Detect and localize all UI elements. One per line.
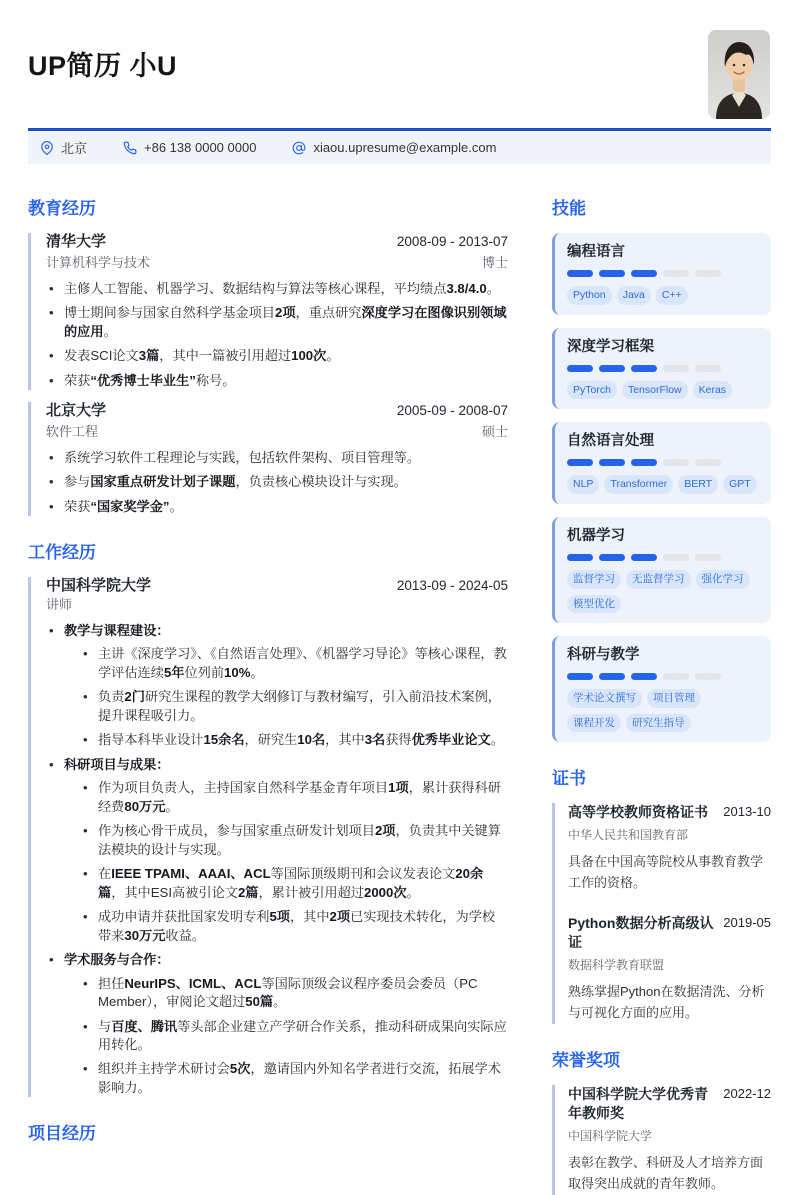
contact-text: xiaou.upresume@example.com <box>313 140 497 155</box>
skill-tags <box>567 475 759 494</box>
credential-name: Python数据分析高级认证 <box>568 914 714 951</box>
skill-tags <box>567 381 759 400</box>
skill-tag: GPT <box>723 475 757 494</box>
skill-card-title: 深度学习框架 <box>567 338 654 355</box>
entry-bullets <box>46 449 508 516</box>
phone-icon <box>123 141 137 155</box>
skill-bar-filled <box>631 673 657 680</box>
credential-description: 熟练掌握Python在数据清洗、分析与可视化方面的应用。 <box>568 983 765 1021</box>
skill-card-title: 编程语言 <box>567 244 625 260</box>
contact-text: 北京 <box>61 141 88 156</box>
bullet-item: • 在IEEE TPAMI、AAAI、ACL等国际顶级期刊和会议发表论文20余篇，其中ESI高被引论文2篇，累计被引用超过2000次。 <box>80 865 508 902</box>
entry-subtitle: 计算机科学与技术 <box>46 254 151 270</box>
credential-date: 2019-05 <box>723 914 771 930</box>
skill-bar-empty <box>663 554 689 561</box>
location-icon <box>40 141 54 155</box>
skill-tag: 项目管理 <box>647 689 701 708</box>
honor-list <box>552 1085 771 1195</box>
entry-date: 2008-09 - 2013-07 <box>396 234 508 249</box>
skill-tag: Transformer <box>604 475 673 494</box>
skill-bar-filled <box>599 270 625 277</box>
skill-bar-filled <box>567 673 593 680</box>
skill-bar-filled <box>567 459 593 466</box>
credential-issuer: 中华人民共和国教育部 <box>568 827 689 842</box>
credential-name: 中国科学院大学优秀青年教师奖 <box>568 1085 708 1122</box>
group-label: 教学与课程建设： <box>64 622 170 638</box>
skill-bar-filled <box>599 673 625 680</box>
avatar-illustration <box>708 30 770 119</box>
credential-item <box>568 914 771 1024</box>
skill-bar-filled <box>599 554 625 561</box>
resume-entry <box>28 402 508 516</box>
bullet-item: • 主修人工智能、机器学习、数据结构与算法等核心课程，平均绩点3.8/4.0。 <box>46 280 508 298</box>
skill-level-bars <box>567 673 759 680</box>
skill-card <box>552 636 771 742</box>
skill-tag: BERT <box>678 475 718 494</box>
header <box>28 0 771 131</box>
contact-item <box>292 140 496 155</box>
entry-subtitle: 软件工程 <box>46 423 99 439</box>
skill-bar-empty <box>695 554 721 561</box>
credential-name: 高等学校教师资格证书 <box>568 804 708 821</box>
skill-bar-empty <box>663 270 689 277</box>
bullet-item: • 作为项目负责人，主持国家自然科学基金青年项目1项，累计获得科研经费80万元。 <box>80 779 508 816</box>
credential-date: 2013-10 <box>723 804 771 820</box>
skill-tag: 强化学习 <box>696 570 750 589</box>
entry-date: 2005-09 - 2008-07 <box>396 403 508 419</box>
skill-tag: Java <box>617 286 651 305</box>
left-column <box>28 194 508 1195</box>
profile-photo <box>708 30 770 119</box>
skill-bar-filled <box>631 554 657 561</box>
skill-bar-empty <box>695 459 721 466</box>
skill-card-title: 自然语言处理 <box>567 433 654 450</box>
work-entries <box>28 577 508 1097</box>
section-heading-projects: 项目经历 <box>28 1124 96 1144</box>
section-heading-skills: 技能 <box>552 199 586 218</box>
bullet-group <box>46 622 508 750</box>
section-heading-certificates: 证书 <box>552 769 586 789</box>
credential-issuer: 数据科学教育联盟 <box>568 957 665 972</box>
bullet-item: • 荣获“优秀博士毕业生”称号。 <box>46 372 508 390</box>
bullet-item: • 组织并主持学术研讨会5次，邀请国内外知名学者进行交流，拓展学术影响力。 <box>80 1060 508 1097</box>
skill-bar-empty <box>663 459 689 466</box>
skill-bar-filled <box>631 459 657 466</box>
resume-entry <box>28 577 508 1097</box>
bullet-item: • 发表SCI论文3篇，其中一篇被引用超过100次。 <box>46 347 508 365</box>
group-sub-bullets <box>64 645 508 749</box>
bullet-item: • 与百度、腾讯等头部企业建立产学研合作关系，推动科研成果向实际应用转化。 <box>80 1018 508 1055</box>
skill-tags <box>567 689 759 732</box>
section-heading-education: 教育经历 <box>28 199 96 218</box>
skill-level-bars <box>567 270 759 277</box>
skill-tag: Python <box>567 286 612 305</box>
bullet-item: • 荣获“国家奖学金”。 <box>46 498 508 516</box>
credential-description: 表彰在教学、科研及人才培养方面取得突出成就的青年教师。 <box>568 1154 764 1192</box>
section-heading-work: 工作经历 <box>28 543 96 563</box>
education-entries <box>28 233 508 516</box>
skill-level-bars <box>567 365 759 372</box>
skill-card <box>552 328 771 410</box>
skill-tag: 研究生指导 <box>626 714 691 733</box>
skill-bar-filled <box>631 270 657 277</box>
skill-tags <box>567 286 759 305</box>
bullet-item: • 担任NeurIPS、ICML、ACL等国际顶级会议程序委员会委员（PC Member），审阅论文超过50篇。 <box>80 975 508 1012</box>
skill-tag: NLP <box>567 475 599 494</box>
group-label: 科研项目与成果： <box>64 756 170 772</box>
skill-card <box>552 233 771 315</box>
bullet-item: • 博士期间参与国家自然科学基金项目2项，重点研究深度学习在图像识别领域的应用。 <box>46 304 508 341</box>
entry-name: 北京大学 <box>46 402 107 420</box>
entry-date: 2013-09 - 2024-05 <box>396 578 508 594</box>
credential-item <box>568 803 771 893</box>
bullet-item: • 参与国家重点研发计划子课题，负责核心模块设计与实现。 <box>46 473 508 491</box>
skill-tag: 监督学习 <box>567 570 621 589</box>
skill-bar-filled <box>567 270 593 277</box>
resume-entry <box>28 233 508 390</box>
bullet-item: • 指导本科毕业设计15余名，研究生10名，其中3名获得优秀毕业论文。 <box>80 731 508 749</box>
bullet-item: • 负责2门研究生课程的教学大纲修订与教材编写，引入前沿技术案例，提升课程吸引力。 <box>80 688 508 725</box>
credential-item <box>568 1085 771 1195</box>
entry-subtitle: 讲师 <box>46 596 73 612</box>
skill-tag: C++ <box>656 286 688 305</box>
bullet-item: • 系统学习软件工程理论与实践，包括软件架构、项目管理等。 <box>46 449 508 467</box>
skill-bar-empty <box>695 365 721 372</box>
certificate-list <box>552 803 771 1024</box>
credential-description: 具备在中国高等院校从事教育教学工作的资格。 <box>568 853 764 891</box>
entry-degree: 硕士 <box>481 423 508 439</box>
skill-bar-filled <box>599 459 625 466</box>
skill-tag: 学术论文撰写 <box>567 689 642 708</box>
at-icon <box>292 141 306 155</box>
entry-bullets <box>46 622 508 1098</box>
skill-level-bars <box>567 459 759 466</box>
bullet-group <box>46 756 508 945</box>
credential-issuer: 中国科学院大学 <box>568 1128 653 1143</box>
contact-bar <box>28 131 771 164</box>
header-divider <box>28 128 771 131</box>
entry-degree: 博士 <box>481 254 508 270</box>
main-content <box>28 194 771 1195</box>
skill-tags <box>567 570 759 613</box>
contact-item <box>40 138 87 157</box>
entry-bullets <box>46 280 508 390</box>
group-sub-bullets <box>64 779 508 945</box>
skill-bar-filled <box>599 365 625 372</box>
entry-name: 中国科学院大学 <box>46 577 152 595</box>
skill-card <box>552 517 771 623</box>
skill-bar-filled <box>567 554 593 561</box>
bullet-item: • 成功申请并获批国家发明专利5项，其中2项已实现技术转化，为学校带来30万元收益。 <box>80 908 508 945</box>
skill-bar-empty <box>663 673 689 680</box>
bullet-group <box>46 951 508 1097</box>
section-heading-honors: 荣誉奖项 <box>552 1050 620 1070</box>
bullet-item: • 主讲《深度学习》、《自然语言处理》、《机器学习导论》等核心课程，教学评估连续5年位列前10%。 <box>80 645 508 682</box>
page-title: UP简历 小U <box>28 51 178 81</box>
skill-bar-filled <box>567 365 593 372</box>
skill-tag: TensorFlow <box>622 381 688 400</box>
contact-text: +86 138 0000 0000 <box>144 140 257 155</box>
skill-bar-empty <box>695 673 721 680</box>
skill-bar-filled <box>631 365 657 372</box>
skill-level-bars <box>567 554 759 561</box>
skill-tag: 课程开发 <box>567 714 621 733</box>
entry-name: 清华大学 <box>46 233 107 250</box>
right-column <box>552 194 771 1195</box>
bullet-item: • 作为核心骨干成员，参与国家重点研发计划项目2项，负责其中关键算法模块的设计与实现。 <box>80 822 508 859</box>
skill-tag: 无监督学习 <box>626 570 691 589</box>
skill-tag: PyTorch <box>567 381 617 400</box>
skill-card-title: 科研与教学 <box>567 647 640 663</box>
contact-item <box>123 140 256 155</box>
skill-tag: 模型优化 <box>567 595 621 614</box>
skill-card-title: 机器学习 <box>567 527 625 544</box>
skill-tag: Keras <box>693 381 732 400</box>
skill-card <box>552 422 771 504</box>
skill-bar-empty <box>663 365 689 372</box>
group-label: 学术服务与合作： <box>64 952 170 968</box>
skill-bar-empty <box>695 270 721 277</box>
credential-date: 2022-12 <box>723 1085 771 1101</box>
skill-cards <box>552 233 771 742</box>
group-sub-bullets <box>64 975 508 1098</box>
